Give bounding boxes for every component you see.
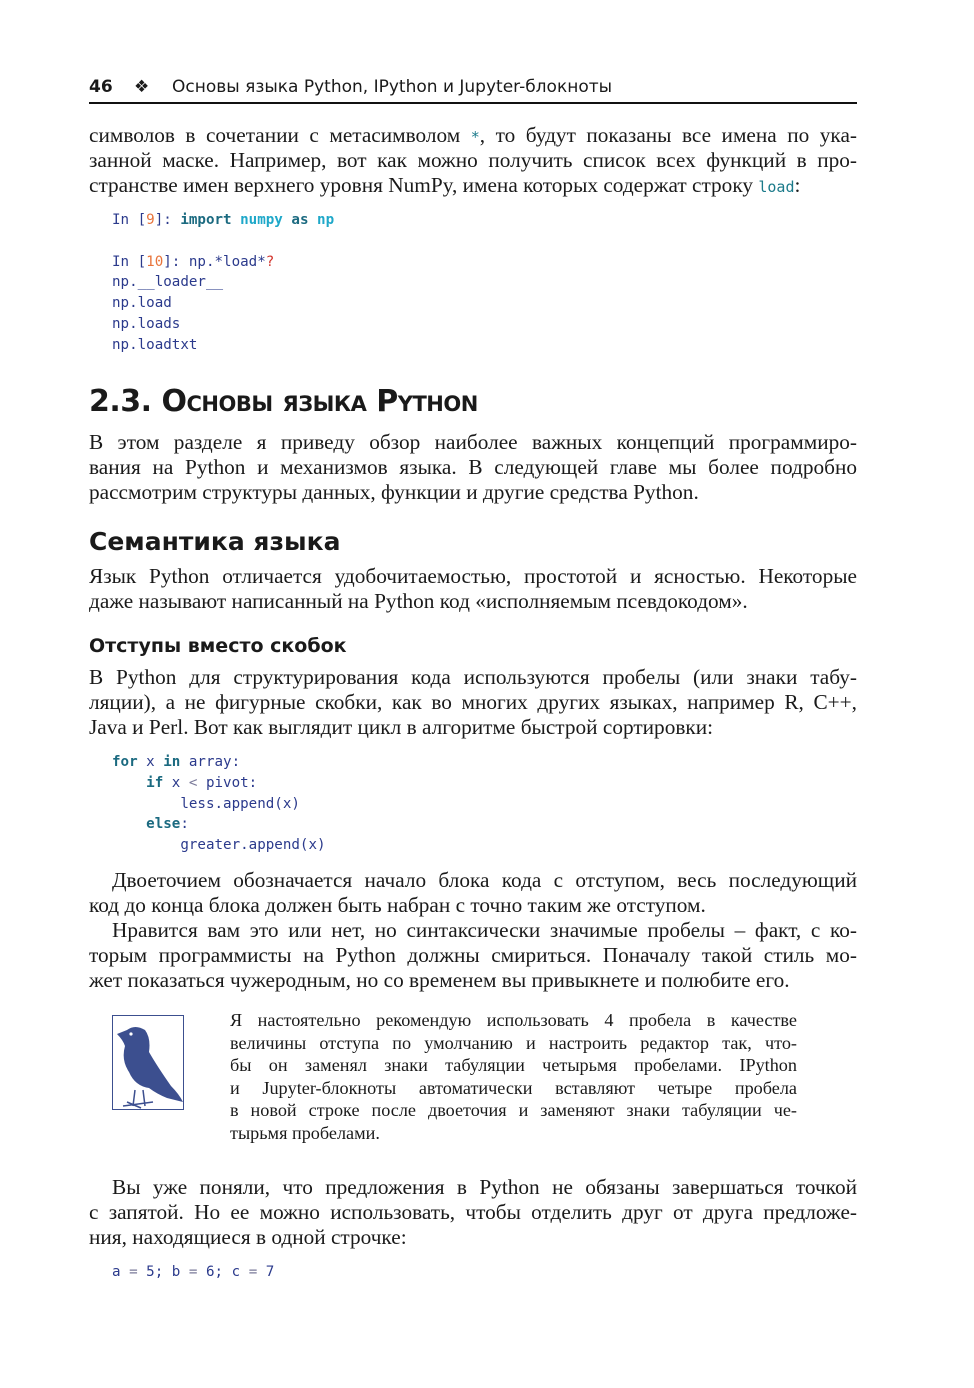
text-run: В Python для структурирования кода используются пробелы (или знаки табу- bbox=[89, 665, 857, 689]
text-line bbox=[89, 1200, 857, 1225]
text-run: величины отступа по умолчанию и настроить редактор так, что- bbox=[230, 1032, 797, 1053]
text-run: ния, находящиеся в одной строчке: bbox=[89, 1225, 407, 1249]
code-token: np.loadtxt bbox=[112, 336, 198, 353]
text-run: занной маске. Например, вот как можно получить список всех функций в про- bbox=[89, 148, 857, 172]
code-token: = bbox=[129, 1264, 138, 1280]
running-title: Основы языка Python, IPython и Jupyter-блокноты bbox=[172, 77, 613, 97]
code-token: if bbox=[146, 774, 164, 791]
code-token: < bbox=[188, 774, 198, 791]
text-line bbox=[230, 1099, 797, 1121]
code-token bbox=[309, 212, 318, 228]
code-token: = bbox=[188, 1264, 198, 1280]
text-line bbox=[89, 148, 857, 173]
text-run: код до конца блока должен быть набран с точно таким же отступом. bbox=[89, 893, 706, 917]
text-run: : bbox=[794, 173, 801, 197]
text-line bbox=[89, 715, 857, 740]
code-line bbox=[112, 814, 189, 834]
text-line bbox=[112, 918, 857, 943]
code-line bbox=[112, 1262, 274, 1282]
section-number: 2.3. bbox=[89, 384, 152, 419]
ornament: ❖ bbox=[134, 77, 150, 97]
code-token: x bbox=[163, 774, 189, 791]
text-run: Нравится вам это или нет, но синтаксически значимые пробелы – факт, с ко- bbox=[112, 918, 857, 942]
section-heading bbox=[89, 384, 478, 419]
text-line bbox=[89, 690, 857, 715]
text-run: вания на Python и механизмов языка. В следующей главе мы более подробно bbox=[89, 455, 857, 479]
code-token: ? bbox=[265, 253, 275, 270]
text-run: жет показаться чужеродным, но со временем вы привыкнете и полюбите его. bbox=[89, 968, 790, 992]
code-line bbox=[112, 252, 274, 272]
text-run: с запятой. Но ее можно использовать, чтобы отделить друг от друга предложе- bbox=[89, 1200, 857, 1224]
code-token: in bbox=[163, 754, 181, 770]
code-token: pivot: bbox=[197, 774, 258, 791]
text-line bbox=[89, 589, 857, 614]
code-token: np.loads bbox=[112, 316, 181, 332]
text-line bbox=[89, 968, 857, 993]
code-token: ]: np.*load* bbox=[163, 253, 266, 270]
code-line bbox=[112, 335, 197, 355]
code-token: np bbox=[317, 212, 335, 228]
code-token: = bbox=[248, 1264, 258, 1280]
header-rule bbox=[89, 102, 857, 104]
subsection-heading: Семантика языка bbox=[89, 527, 341, 556]
code-token: : bbox=[180, 816, 189, 833]
code-token: array: bbox=[180, 754, 241, 770]
text-run: рассмотрим структуры данных, функции и другие средства Python. bbox=[89, 480, 699, 504]
text-line bbox=[89, 1225, 857, 1250]
code-line bbox=[112, 835, 326, 855]
text-run: символов в сочетании с метасимволом bbox=[89, 123, 471, 147]
code-line bbox=[112, 773, 257, 793]
code-line bbox=[112, 293, 172, 313]
code-token: 10 bbox=[146, 253, 164, 270]
text-line bbox=[89, 430, 857, 455]
code-line bbox=[112, 314, 180, 334]
text-run: Java и Perl. Вот как выглядит цикл в алгоритме быстрой сортировки: bbox=[89, 715, 714, 739]
code-token bbox=[232, 212, 241, 228]
text-run: Я настоятельно рекомендую использовать 4 пробела в качестве bbox=[230, 1010, 797, 1030]
text-line bbox=[89, 480, 857, 505]
text-line bbox=[230, 1009, 797, 1031]
text-line bbox=[230, 1077, 797, 1099]
code-token: 6; c bbox=[197, 1264, 249, 1280]
text-line bbox=[89, 893, 857, 918]
code-line bbox=[112, 272, 223, 292]
text-run: Двоеточием обозначается начало блока кода с отступом, весь последующий bbox=[112, 868, 857, 892]
code-token: In [ bbox=[112, 212, 147, 228]
code-token: In [ bbox=[112, 253, 147, 270]
text-run: торым программисты на Python должны смириться. Поначалу такой стиль мо- bbox=[89, 943, 857, 967]
text-run: , то будут показаны все имена по ука- bbox=[479, 123, 857, 147]
code-line bbox=[112, 752, 240, 772]
code-token: 9 bbox=[146, 212, 155, 228]
code-token: ]: bbox=[154, 212, 181, 228]
text-line bbox=[112, 1175, 857, 1200]
code-token: import bbox=[180, 212, 232, 228]
text-run: в новой строке после двоеточия и заменяют знаки табуляции че- bbox=[230, 1100, 797, 1120]
text-line bbox=[89, 123, 857, 150]
code-token: less.append(x) bbox=[112, 795, 300, 812]
text-line bbox=[230, 1054, 797, 1076]
code-token: else bbox=[146, 816, 181, 833]
text-run: Вы уже поняли, что предложения в Python не обязаны завершаться точкой bbox=[112, 1175, 857, 1199]
inline-code: load bbox=[758, 178, 795, 196]
code-token: numpy bbox=[240, 212, 283, 228]
text-run: Язык Python отличается удобочитаемостью, простотой и ясностью. Некоторые bbox=[89, 564, 857, 588]
crow-bird-icon bbox=[113, 1016, 183, 1109]
text-line bbox=[112, 868, 857, 893]
code-token: as bbox=[291, 212, 309, 228]
text-run: даже называют написанный на Python код «исполняемым псевдокодом». bbox=[89, 589, 748, 613]
subsubsection-heading: Отступы вместо скобок bbox=[89, 635, 347, 657]
inline-code: * bbox=[470, 128, 480, 146]
text-line bbox=[230, 1032, 797, 1054]
text-run: и Jupyter-блокноты автоматически вставляют четыре пробела bbox=[230, 1077, 797, 1098]
page-number: 46 bbox=[89, 77, 113, 97]
text-line bbox=[89, 943, 857, 968]
code-token bbox=[112, 775, 146, 791]
code-line bbox=[112, 210, 334, 230]
code-token: a bbox=[112, 1264, 130, 1280]
text-run: странстве имен верхнего уровня NumPy, имена которых содержат строку bbox=[89, 173, 759, 197]
text-line bbox=[230, 1122, 797, 1144]
code-token: np.load bbox=[112, 295, 172, 312]
section-title: Основы языка Python bbox=[161, 384, 478, 419]
code-token: 5; b bbox=[137, 1264, 189, 1280]
text-run: В этом разделе я приведу обзор наиболее важных концепций программиро- bbox=[89, 430, 857, 454]
text-line bbox=[89, 173, 857, 200]
text-line bbox=[89, 564, 857, 589]
code-token: for bbox=[112, 754, 138, 770]
text-run: тырьмя пробелами. bbox=[230, 1122, 380, 1143]
code-line bbox=[112, 794, 300, 814]
note-bird-image bbox=[112, 1015, 184, 1110]
code-token: 7 bbox=[257, 1264, 275, 1280]
code-token: greater.append(x) bbox=[112, 837, 326, 854]
code-token bbox=[112, 816, 146, 832]
code-token: np.__loader__ bbox=[112, 274, 224, 291]
text-run: ляции), а не фигурные скобки, как во многих других языках, например R, C++, bbox=[89, 690, 857, 714]
code-token: x bbox=[137, 754, 164, 770]
text-line bbox=[89, 455, 857, 480]
text-run: бы он заменял знаки табуляции четырьмя пробелами. IPython bbox=[230, 1055, 797, 1075]
text-line bbox=[89, 665, 857, 690]
